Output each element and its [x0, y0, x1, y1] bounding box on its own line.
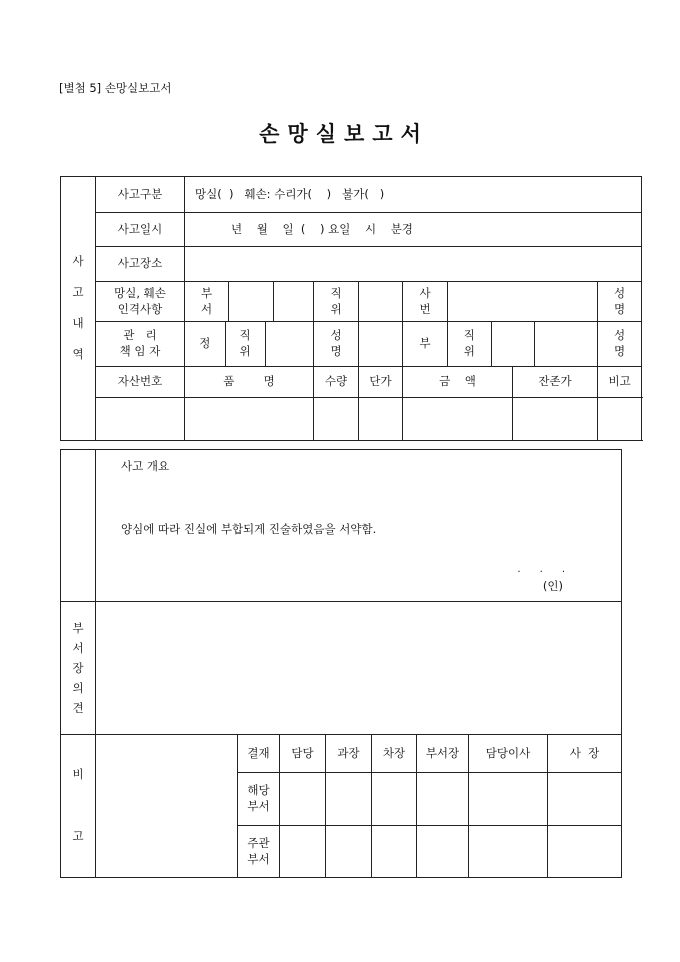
asset-cell — [359, 398, 403, 441]
opinion-label: 부 서 장 의 견 — [61, 602, 96, 735]
manager-primary — [185, 322, 314, 367]
manager-primary-position-value — [265, 322, 313, 366]
asset-header: 금 액 — [403, 367, 513, 398]
title-char: 보 — [344, 121, 365, 146]
approval-row-label: 주관 부서 — [238, 826, 280, 878]
summary-section-label — [61, 450, 96, 602]
approval-cell — [469, 826, 548, 878]
manager-secondary-blank — [535, 322, 598, 367]
manager-secondary-name-label: 성 명 — [598, 322, 642, 367]
manager-label: 관 리 책 임 자 — [96, 322, 185, 367]
asset-cell — [513, 398, 598, 441]
approval-cell — [280, 773, 326, 826]
manager-primary-position-label: 직 위 — [225, 322, 265, 366]
approval-cell — [417, 773, 469, 826]
annex-label: [별첨 5] 손망실보고서 — [59, 81, 172, 95]
approval-header: 담당이사 — [469, 735, 548, 773]
manager-secondary — [448, 322, 535, 367]
manager-primary-name-value — [359, 322, 403, 367]
title-char: 실 — [315, 121, 336, 146]
dept-label: 부 서 — [185, 282, 229, 322]
manager-jeong: 정 — [185, 322, 225, 366]
empno-value — [448, 282, 598, 322]
approval-cell — [372, 773, 417, 826]
manager-secondary-position-value — [491, 322, 534, 366]
approval-cell — [372, 826, 417, 878]
summary-approval-table — [60, 449, 622, 878]
accident-datetime-value: 년 월 일 ( ) 요일 시 분경 — [185, 213, 642, 247]
remarks-label: 비 고 — [61, 735, 96, 878]
empno-label: 사 번 — [403, 282, 448, 322]
approval-header: 과장 — [326, 735, 372, 773]
dept-value — [229, 282, 274, 322]
asset-header: 수량 — [314, 367, 359, 398]
asset-header: 단가 — [359, 367, 403, 398]
accident-place-label: 사고장소 — [96, 247, 185, 282]
page-title — [0, 118, 680, 148]
approval-header: 담당 — [280, 735, 326, 773]
approval-cell — [417, 826, 469, 878]
approval-header: 차장 — [372, 735, 417, 773]
approval-row-label: 해당 부서 — [238, 773, 280, 826]
summary-seal: (인) — [542, 579, 563, 593]
summary-heading: 사고 개요 — [121, 459, 170, 473]
asset-cell — [598, 398, 642, 441]
approval-header: 부서장 — [417, 735, 469, 773]
opinion-content — [96, 602, 622, 735]
title-char: 고 — [372, 121, 393, 146]
accident-place-value — [185, 247, 642, 282]
position-label: 직 위 — [314, 282, 359, 322]
approval-cell — [326, 773, 372, 826]
title-char: 망 — [287, 121, 308, 146]
accident-details-table — [60, 176, 642, 441]
approval-header: 결재 — [238, 735, 280, 773]
accident-section-label: 사 고 내 역 — [61, 177, 96, 441]
approval-cell — [469, 773, 548, 826]
asset-header: 잔존가 — [513, 367, 598, 398]
approval-cell — [548, 826, 622, 878]
remarks-content — [96, 735, 238, 878]
asset-header: 품 명 — [185, 367, 314, 398]
approval-cell — [280, 826, 326, 878]
asset-cell — [403, 398, 513, 441]
accident-type-label: 사고구분 — [96, 177, 185, 213]
asset-cell — [185, 398, 314, 441]
dept-value-2 — [274, 282, 314, 322]
position-value — [359, 282, 403, 322]
manager-bu: 부 — [403, 322, 448, 367]
title-char: 서 — [400, 121, 421, 146]
asset-cell — [314, 398, 359, 441]
approval-cell — [548, 773, 622, 826]
accident-datetime-label: 사고일시 — [96, 213, 185, 247]
manager-primary-name-label: 성 명 — [314, 322, 359, 367]
asset-header: 비고 — [598, 367, 642, 398]
approval-header: 사 장 — [548, 735, 622, 773]
name-label: 성 명 — [598, 282, 642, 322]
asset-header: 자산번호 — [96, 367, 185, 398]
accident-type-value: 망실( ) 훼손: 수리가( ) 불가( ) — [185, 177, 642, 213]
accident-summary-box — [96, 450, 622, 602]
approval-cell — [326, 826, 372, 878]
summary-date: . . . — [517, 564, 565, 575]
asset-cell — [96, 398, 185, 441]
manager-secondary-position-label: 직 위 — [448, 322, 491, 366]
summary-statement: 양심에 따라 진실에 부합되게 진술하였음을 서약함. — [121, 522, 377, 536]
personnel-label: 망실, 훼손 인격사항 — [96, 282, 185, 322]
title-char: 손 — [259, 121, 280, 146]
